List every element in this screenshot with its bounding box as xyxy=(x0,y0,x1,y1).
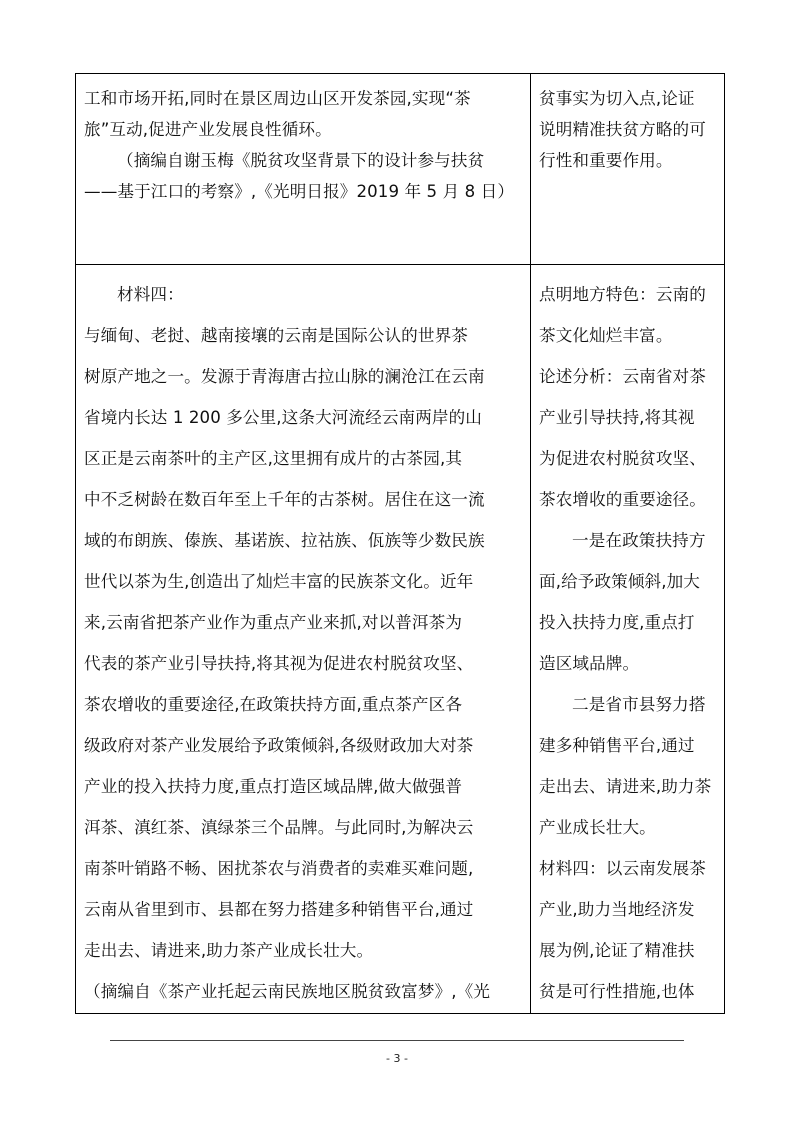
text-line: 洱茶、滇红茶、滇绿茶三个品牌。与此同时,为解决云 xyxy=(84,818,474,837)
annotation-line: 产业,助力当地经济发 xyxy=(539,900,695,919)
text-line: （摘编自谢玉梅《脱贫攻坚背景下的设计参与扶贫 xyxy=(117,151,485,170)
annotation-line: 材料四：以云南发展茶 xyxy=(539,859,706,878)
page-number: - 3 - xyxy=(386,1052,408,1065)
text-line: 旅”互动,促进产业发展良性循环。 xyxy=(84,120,332,139)
annotation-line: 面,给予政策倾斜,加大 xyxy=(539,572,700,591)
text-line: 中不乏树龄在数百年至上千年的古茶树。居住在这一流 xyxy=(84,490,485,509)
text-line: 树原产地之一。发源于青海唐古拉山脉的澜沧江在云南 xyxy=(84,367,485,386)
text-cell xyxy=(76,265,531,1014)
text-line: （摘编自《茶产业托起云南民族地区脱贫致富梦》,《光 xyxy=(84,982,491,1001)
text-line: 工和市场开拓,同时在景区周边山区开发茶园,实现“茶 xyxy=(84,89,471,108)
annotation-line: 说明精准扶贫方略的可 xyxy=(539,120,706,139)
text-line: 世代以茶为生,创造出了灿烂丰富的民族茶文化。近年 xyxy=(84,572,474,591)
annotation-cell xyxy=(531,265,725,1014)
section-heading: 材料四： xyxy=(117,285,184,304)
annotation-line: 产业引导扶持,将其视 xyxy=(539,408,695,427)
annotation-line: 走出去、请进来,助力茶 xyxy=(539,777,712,796)
annotation-line: 点明地方特色：云南的 xyxy=(539,285,706,304)
text-cell xyxy=(76,74,531,265)
annotation-line: 贫是可行性措施,也体 xyxy=(539,982,695,1001)
text-line: 来,云南省把茶产业作为重点产业来抓,对以普洱茶为 xyxy=(84,613,463,632)
text-line: 南茶叶销路不畅、困扰茶农与消费者的卖难买难问题, xyxy=(84,859,474,878)
text-line: 域的布朗族、傣族、基诺族、拉祜族、佤族等少数民族 xyxy=(84,531,485,550)
annotation-line: 产业成长壮大。 xyxy=(539,818,656,837)
annotation-line: 投入扶持力度,重点打 xyxy=(539,613,695,632)
text-line: 产业的投入扶持力度,重点打造区域品牌,做大做强普 xyxy=(84,777,463,796)
text-line: 代表的茶产业引导扶持,将其视为促进农村脱贫攻坚、 xyxy=(84,654,474,673)
annotation-line: 论述分析：云南省对茶 xyxy=(539,367,706,386)
annotation-line: 贫事实为切入点,论证 xyxy=(539,89,695,108)
footer-divider xyxy=(110,1040,684,1041)
text-line: 省境内长达 1 200 多公里,这条大河流经云南两岸的山 xyxy=(84,408,483,427)
annotation-line: 建多种销售平台,通过 xyxy=(539,736,695,755)
annotation-line: 为促进农村脱贫攻坚、 xyxy=(539,449,706,468)
annotation-line: 一是在政策扶持方 xyxy=(572,531,706,550)
text-line: 走出去、请进来,助力茶产业成长壮大。 xyxy=(84,941,374,960)
annotation-line: 茶农增收的重要途径。 xyxy=(539,490,706,509)
table-row xyxy=(76,74,725,265)
annotation-line: 茶文化灿烂丰富。 xyxy=(539,326,673,345)
text-line: 云南从省里到市、县都在努力搭建多种销售平台,通过 xyxy=(84,900,474,919)
annotation-line: 展为例,论证了精准扶 xyxy=(539,941,695,960)
document-table xyxy=(75,73,725,1014)
text-line: 级政府对茶产业发展给予政策倾斜,各级财政加大对茶 xyxy=(84,736,474,755)
text-line: 区正是云南茶叶的主产区,这里拥有成片的古茶园,其 xyxy=(84,449,463,468)
annotation-cell xyxy=(531,74,725,265)
text-line: ——基于江口的考察》,《光明日报》2019 年 5 月 8 日） xyxy=(84,182,515,201)
annotation-line: 造区域品牌。 xyxy=(539,654,640,673)
annotation-line: 行性和重要作用。 xyxy=(539,151,673,170)
text-line: 与缅甸、老挝、越南接壤的云南是国际公认的世界茶 xyxy=(84,326,468,345)
text-line: 茶农增收的重要途径,在政策扶持方面,重点茶产区各 xyxy=(84,695,463,714)
table-row xyxy=(76,265,725,1014)
annotation-line: 二是省市县努力搭 xyxy=(572,695,706,714)
